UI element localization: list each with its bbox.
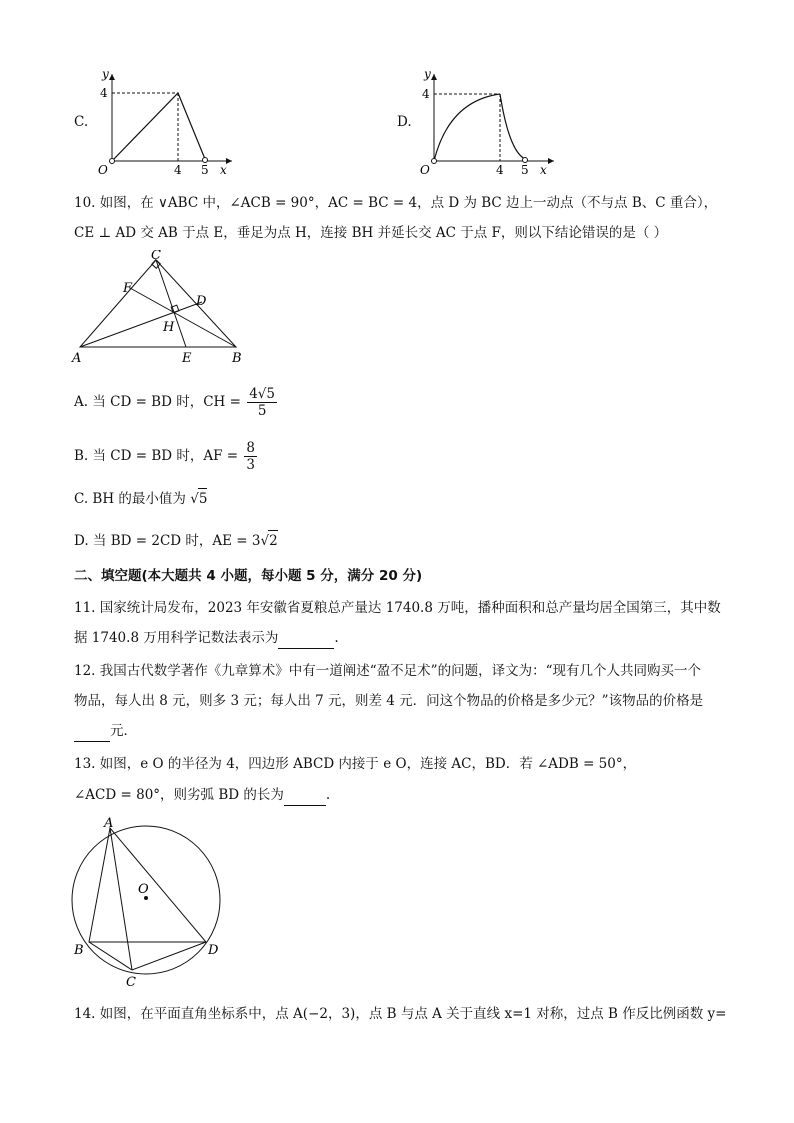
- q11-answer-blank[interactable]: [278, 628, 334, 649]
- q13-line2-text: ∠ACD = 80°，则劣弧 BD 的长为: [74, 787, 284, 803]
- option-a-text: A. 当 CD = BD 时，CH =: [74, 394, 241, 410]
- q11-line2-end: .: [334, 630, 339, 646]
- option-d-radicand: 2: [268, 530, 278, 551]
- q11-line2: [74, 628, 339, 649]
- q10-option-a: [74, 386, 279, 419]
- label-B: B: [74, 943, 84, 958]
- label-D: D: [196, 294, 207, 309]
- q9-option-d-label: D.: [397, 114, 412, 130]
- q13-circle-figure: [66, 814, 236, 990]
- q12-line3-end: 元．: [110, 723, 137, 739]
- q14-line1: 14. 如图，在平面直角坐标系中，点 A(−2，3)，点 B 与点 A 关于直线 x=1 对称，过点 B 作反比例函数 y=: [74, 1006, 727, 1022]
- x-tick-5: 5: [201, 163, 209, 177]
- q9-option-c-graph: [92, 66, 242, 181]
- q13-line1: 13. 如图，e O 的半径为 4，四边形 ABCD 内接于 e O，连接 AC，BD．若 ∠ADB = 50°，: [74, 756, 637, 772]
- q12-answer-blank[interactable]: [74, 721, 110, 742]
- option-b-fraction: [244, 440, 257, 473]
- y-axis-label: y: [424, 67, 431, 81]
- label-B: B: [232, 351, 242, 366]
- y-tick-4: 4: [422, 87, 430, 101]
- option-c-radicand: 5: [198, 488, 208, 509]
- label-C: C: [151, 250, 161, 263]
- q9-option-c-label: C.: [74, 114, 89, 130]
- option-b-denominator: 3: [246, 457, 255, 473]
- q13-answer-blank[interactable]: [284, 785, 326, 806]
- origin-label: O: [98, 163, 108, 177]
- q11-line2-text: 据 1740.8 万用科学记数法表示为: [74, 630, 279, 646]
- option-a-denominator: 5: [257, 403, 267, 419]
- q9-option-d-graph: [414, 66, 564, 181]
- label-C: C: [126, 975, 136, 990]
- y-tick-4: 4: [100, 86, 108, 100]
- option-a-fraction: [247, 386, 277, 419]
- option-a-numerator: 4√5: [249, 386, 275, 402]
- origin-label: O: [420, 163, 430, 177]
- label-A: A: [104, 816, 114, 831]
- x-tick-4: 4: [496, 163, 504, 177]
- q10-line2: CE ⊥ AD 交 AB 于点 E，垂足为点 H，连接 BH 并延长交 AC 于点 F，则以下结论错误的是（ ）: [74, 225, 668, 241]
- y-axis-label: y: [102, 67, 109, 81]
- label-F: F: [123, 281, 133, 296]
- label-E: E: [182, 351, 192, 366]
- q11-line1: 11. 国家统计局发布，2023 年安徽省夏粮总产量达 1740.8 万吨，播种面积和总产量均居全国第三，其中数: [74, 600, 721, 616]
- label-O: O: [138, 882, 149, 897]
- q10-triangle-figure: [68, 250, 258, 368]
- label-D: D: [208, 943, 219, 958]
- q10-option-d: D. 当 BD = 2CD 时，AE = 3√2: [74, 530, 278, 551]
- q10-line1: 10. 如图，在 ∨ABC 中，∠ACB = 90°，AC = BC = 4，点 D 为 BC 边上一动点（不与点 B、C 重合），: [74, 195, 718, 211]
- x-axis-label: x: [220, 163, 227, 177]
- option-b-numerator: 8: [246, 440, 255, 456]
- q12-line2: 物品，每人出 8 元，则多 3 元；每人出 7 元，则差 4 元．问这个物品的价格是多少元？”该物品的价格是: [74, 693, 704, 709]
- q13-line2: [74, 785, 330, 806]
- label-H: H: [163, 320, 175, 335]
- option-c-text: C. BH 的最小值为: [74, 491, 186, 507]
- q12-line3: [74, 721, 137, 742]
- x-tick-4: 4: [174, 163, 182, 177]
- section-heading: 二、填空题(本大题共 4 小题，每小题 5 分，满分 20 分): [74, 568, 423, 584]
- q10-option-b: [74, 440, 259, 473]
- option-d-text: D. 当 BD = 2CD 时，AE = 3: [74, 533, 261, 549]
- q12-line1: 12. 我国古代数学著作《九章算术》中有一道阐述“盈不足术”的问题，译文为：“现有几个人共同购买一个: [74, 663, 701, 679]
- x-axis-label: x: [540, 163, 547, 177]
- q10-option-c: C. BH 的最小值为 √5: [74, 488, 207, 509]
- option-b-text: B. 当 CD = BD 时，AF =: [74, 448, 239, 464]
- q13-line2-end: .: [325, 787, 331, 803]
- label-A: A: [72, 351, 82, 366]
- x-tick-5: 5: [521, 163, 529, 177]
